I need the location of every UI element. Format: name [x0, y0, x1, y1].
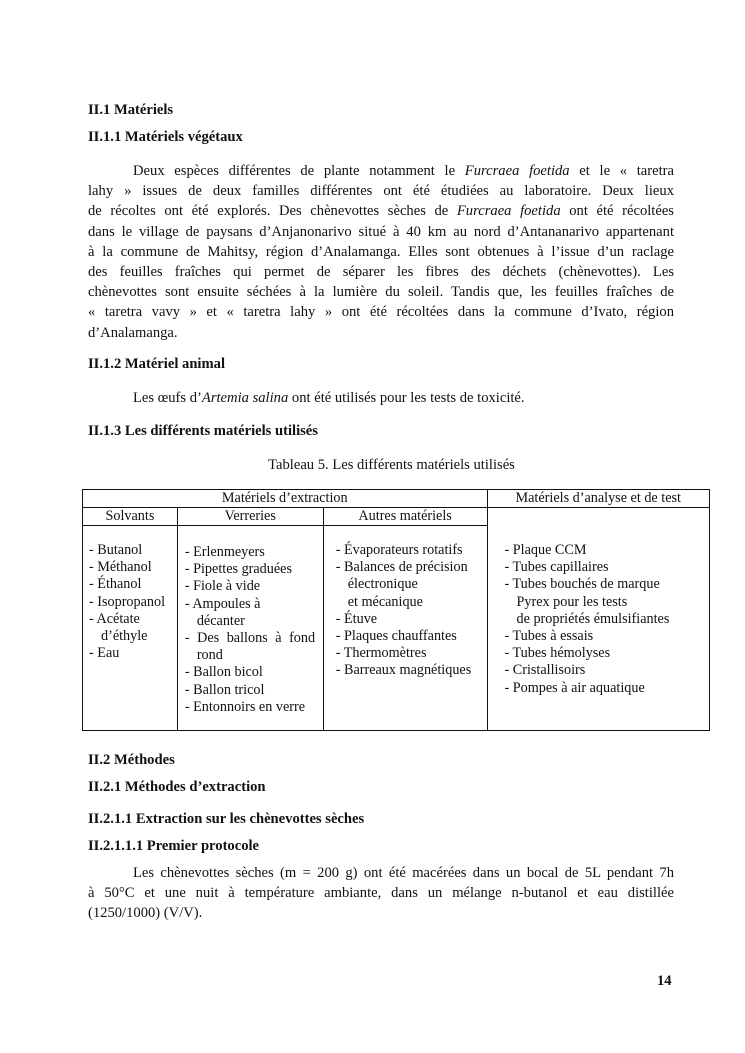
list-item: - Plaque CCM: [504, 542, 587, 558]
list-item: de propriétés émulsifiantes: [516, 610, 670, 627]
list-item: - Méthanol: [89, 559, 152, 576]
cell-analyse: [487, 508, 710, 731]
header-solvants: Solvants: [83, 508, 178, 526]
list-item: - Tubes hémolyses: [504, 645, 611, 662]
paragraph-animal: Les œufs d’Artemia salina ont été utilisés pour les tests de toxicité.: [133, 390, 525, 406]
paragraph-protocole: [88, 863, 674, 924]
list-item: - Barreaux magnétiques: [335, 662, 472, 679]
text-line: des feuilles fraîches qui permet de séparer les fibres des déchets (chènevottes). Les: [88, 263, 674, 280]
heading-materiels-vegetaux: II.1.1 Matériels végétaux: [88, 129, 243, 145]
list-item: - Thermomètres: [335, 645, 427, 662]
text-line: Deux espèces différentes de plante notamment le Furcraea foetida et le « taretra: [133, 163, 675, 179]
list-item: - Ballon bicol: [184, 664, 263, 681]
cell-solvants: [83, 526, 178, 731]
text-line: de récoltes ont été explorés. Des chènevottes sèches de Furcraea foetida ont été récoltées: [88, 203, 674, 220]
list-item: Pyrex pour les tests: [516, 593, 628, 610]
text-line: dans le village de paysans d’Anjanonarivo situé à 40 km au nord d’Antananarivo appartenant: [88, 223, 674, 240]
text-line: d’Analamanga.: [88, 324, 178, 341]
text-line: chènevottes sont ensuite séchées à la lumière du soleil. Tandis que, les feuilles fraîches de: [88, 284, 674, 301]
heading-methodes: II.2 Méthodes: [88, 752, 175, 768]
heading-materiels-utilises: II.1.3 Les différents matériels utilisés: [88, 423, 318, 439]
heading-extraction-chenevottes: II.2.1.1 Extraction sur les chènevottes sèches: [88, 811, 365, 827]
text-line: à la commune de Mahitsy, région d’Analamanga. Elles sont obtenues à l’issue d’un raclage: [88, 243, 674, 260]
list-item: rond: [196, 647, 223, 664]
table-caption: Tableau 5. Les différents matériels utilisés: [268, 457, 515, 473]
list-item: - Ampoules à: [184, 595, 261, 612]
text-line: lahy » issues de deux familles différentes ont été étudiées au laboratoire. Deux lieux: [88, 183, 674, 200]
list-item: - Des ballons à fond: [184, 630, 316, 647]
list-item: et mécanique: [347, 593, 423, 610]
list-item: - Entonnoirs en verre: [184, 698, 305, 715]
page-number: 14: [657, 973, 672, 989]
heading-materiel-animal: II.1.2 Matériel animal: [88, 356, 225, 372]
cell-autres-materiels: [323, 526, 487, 731]
heading-premier-protocole: II.2.1.1.1 Premier protocole: [88, 838, 260, 854]
list-item: - Tubes à essais: [504, 628, 594, 645]
text-line: à 50°C et une nuit à température ambiante, dans un mélange n-butanol et eau distillée: [88, 885, 674, 902]
heading-methodes-extraction: II.2.1 Méthodes d’extraction: [88, 779, 266, 795]
text-line: (1250/1000) (V/V).: [88, 905, 203, 922]
list-item: - Pompes à air aquatique: [504, 679, 645, 696]
list-item: - Éthanol: [89, 576, 142, 593]
text-line: « taretra vavy » et « taretra lahy » ont été récoltées dans la commune d’Ivato, région: [88, 304, 674, 321]
header-verreries: Verreries: [177, 508, 323, 526]
list-item: - Tubes capillaires: [504, 559, 609, 576]
paragraph-vegetal: [88, 161, 674, 343]
header-materiels-analyse: Matériels d’analyse et de test: [487, 490, 710, 508]
list-item: - Tubes bouchés de marque: [504, 576, 660, 593]
list-item: - Plaques chauffantes: [335, 628, 457, 645]
list-item: décanter: [196, 612, 245, 629]
list-item: - Isopropanol: [89, 593, 166, 610]
list-item: - Eau: [89, 645, 120, 662]
list-item: - Pipettes graduées: [184, 561, 292, 578]
list-item: - Erlenmeyers: [184, 544, 265, 560]
list-item: - Ballon tricol: [184, 681, 265, 698]
cell-verreries: [177, 526, 323, 731]
list-item: - Fiole à vide: [184, 578, 261, 595]
list-item: - Étuve: [335, 610, 378, 627]
header-materiels-extraction: Matériels d’extraction: [83, 490, 488, 508]
list-item: - Butanol: [89, 542, 143, 558]
list-item: électronique: [347, 576, 418, 593]
list-item: - Évaporateurs rotatifs: [335, 542, 463, 558]
heading-materiels: II.1 Matériels: [88, 102, 174, 118]
list-item: - Cristallisoirs: [504, 662, 586, 679]
materials-table: [82, 489, 710, 731]
list-item: - Balances de précision: [335, 559, 468, 576]
list-item: - Acétate: [89, 610, 140, 627]
list-item: d’éthyle: [101, 628, 148, 645]
text-line: Les chènevottes sèches (m = 200 g) ont été macérées dans un bocal de 5L pendant 7h: [133, 865, 674, 881]
header-autres-materiels: Autres matériels: [323, 508, 487, 526]
